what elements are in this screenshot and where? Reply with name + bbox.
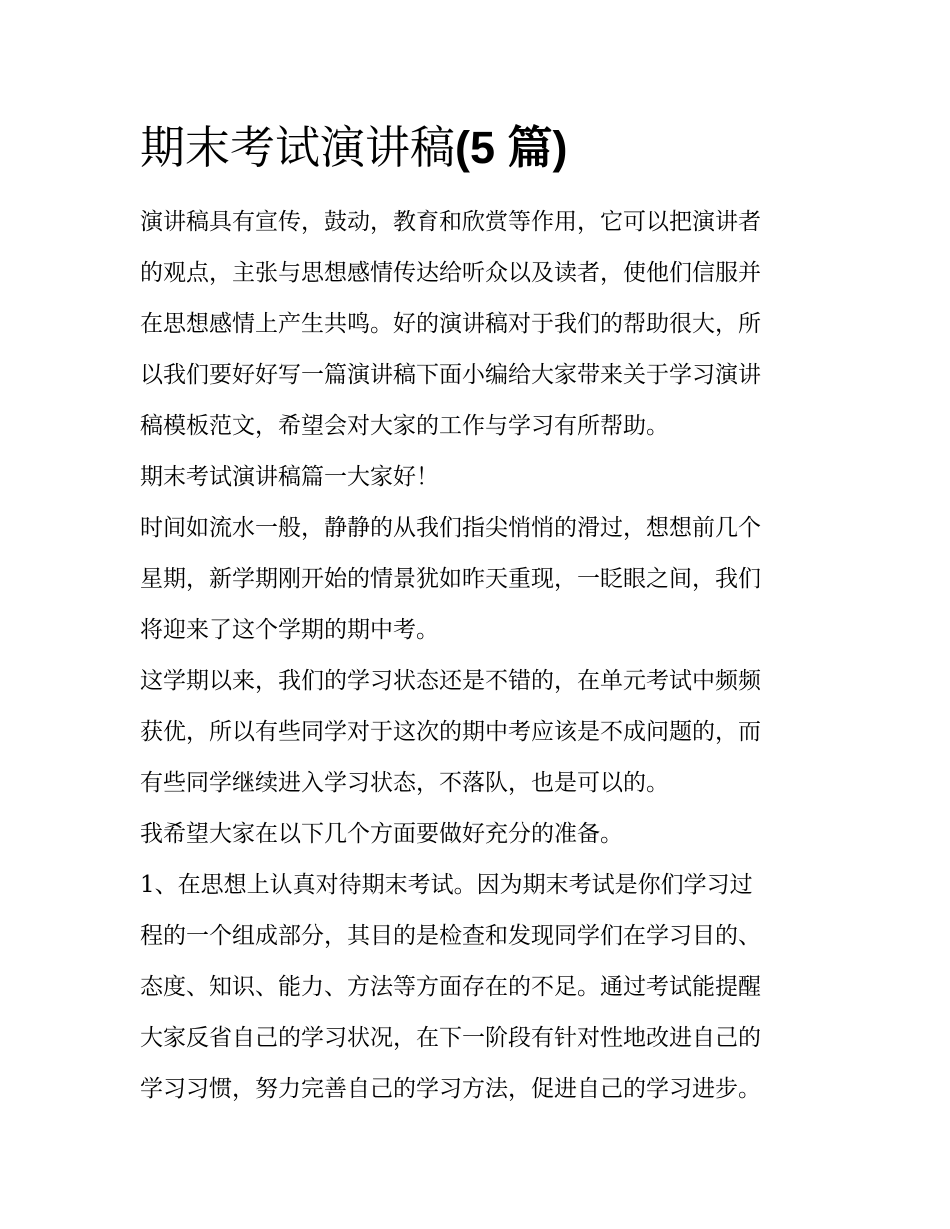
text-line: 大家反省自己的学习状况，在下一阶段有针对性地改进自己的 bbox=[140, 1025, 761, 1051]
text-line: 的观点，主张与思想感情传达给听众以及读者，使他们信服并 bbox=[140, 260, 761, 286]
text-line: 演讲稿具有宣传，鼓动，教育和欣赏等作用，它可以把演讲者 bbox=[140, 209, 761, 235]
text-line: 我希望大家在以下几个方面要做好充分的准备。 bbox=[140, 821, 623, 847]
title-text: 期末考试演讲稿 bbox=[140, 121, 456, 174]
text-line: 在思想感情上产生共鸣。好的演讲稿对于我们的帮助很大，所 bbox=[140, 311, 761, 337]
title-count: (5 篇) bbox=[455, 122, 568, 173]
text-line: 这学期以来，我们的学习状态还是不错的，在单元考试中频频 bbox=[140, 668, 761, 694]
text-line: 程的一个组成部分，其目的是检查和发现同学们在学习目的、 bbox=[140, 923, 761, 949]
text-line: 时间如流水一般，静静的从我们指尖悄悄的滑过，想想前几个 bbox=[140, 515, 761, 541]
text-line: 获优，所以有些同学对于这次的期中考应该是不成问题的，而 bbox=[140, 719, 761, 745]
text-line: 态度、知识、能力、方法等方面存在的不足。通过考试能提醒 bbox=[140, 974, 761, 1000]
text-line: 有些同学继续进入学习状态，不落队，也是可以的。 bbox=[140, 770, 669, 796]
text-line: 学习习惯，努力完善自己的学习方法，促进自己的学习进步。 bbox=[140, 1076, 761, 1102]
document-body bbox=[140, 197, 812, 1115]
list-item-line: 1、在思想上认真对待期末考试。因为期末考试是你们学习过 bbox=[140, 872, 753, 898]
document-title bbox=[140, 118, 568, 178]
section-heading-line: 期末考试演讲稿篇一大家好！ bbox=[140, 464, 439, 490]
text-line: 稿模板范文，希望会对大家的工作与学习有所帮助。 bbox=[140, 413, 669, 439]
text-line: 星期，新学期刚开始的情景犹如昨天重现，一眨眼之间，我们 bbox=[140, 566, 761, 592]
text-line: 以我们要好好写一篇演讲稿下面小编给大家带来关于学习演讲 bbox=[140, 362, 761, 388]
text-line: 将迎来了这个学期的期中考。 bbox=[140, 617, 439, 643]
